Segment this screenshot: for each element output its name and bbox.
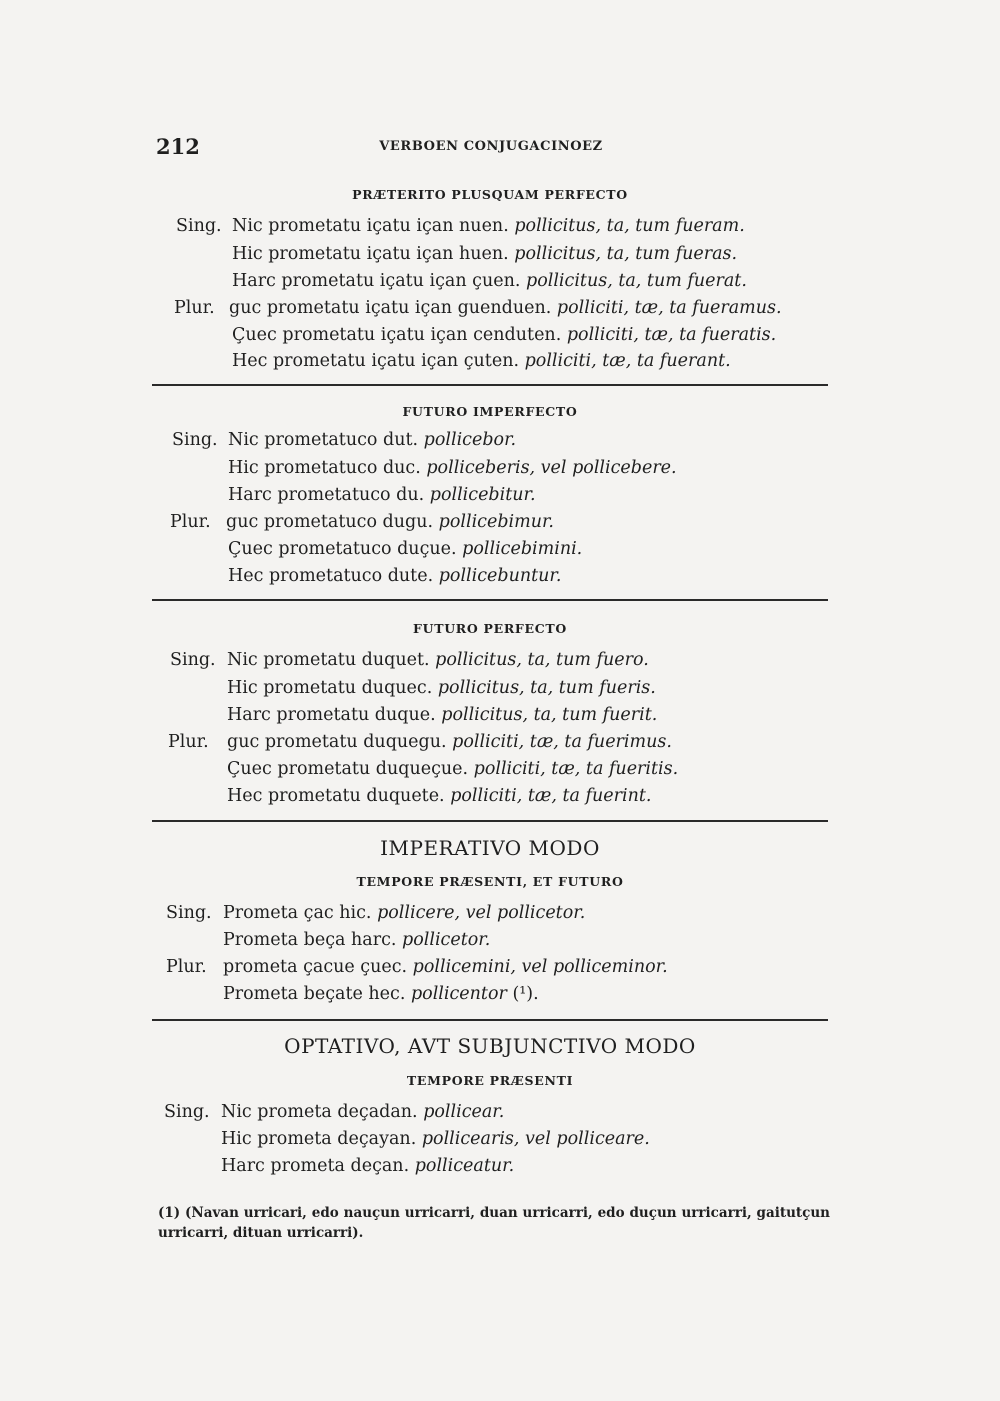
sing-label: Sing. [172, 430, 218, 450]
page-header [156, 134, 826, 162]
section-divider [152, 820, 828, 822]
section-title-futuro-perfecto: FUTURO PERFECTO [413, 621, 567, 636]
plur-label: Plur. [170, 512, 211, 532]
conjugation-line: Prometa beça harc. pollicetor. [223, 930, 491, 950]
footnote-ref: (¹). [506, 984, 539, 1004]
conjugation-line: Prometa beçate hec. pollicentor (¹). [223, 984, 539, 1004]
conjugation-line: Çuec prometatuco duçue. pollicebimini. [228, 539, 583, 559]
conjugation-line: Çuec prometatu içatu içan cenduten. polliciti, tæ, ta fueratis. [232, 325, 777, 345]
conjugation-line: Hec prometatu duquete. polliciti, tæ, ta fuerint. [227, 786, 652, 806]
conjugation-line: Hic prometatuco duc. polliceberis, vel pollicebere. [228, 458, 677, 478]
conjugation-line: guc prometatu duquegu. polliciti, tæ, ta fuerimus. [227, 732, 672, 752]
conjugation-line: prometa çacue çuec. pollicemini, vel polliceminor. [223, 957, 668, 977]
imperativo-heading: IMPERATIVO MODO [380, 836, 600, 860]
conjugation-line: Harc prometa deçan. polliceatur. [221, 1156, 515, 1176]
conjugation-line: guc prometatu içatu içan guenduen. polliciti, tæ, ta fueramus. [229, 298, 782, 318]
running-title: VERBOEN CONJUGACINOEZ [379, 139, 603, 154]
conjugation-line: Harc prometatu içatu içan çuen. pollicitus, ta, tum fuerat. [232, 271, 747, 291]
plur-label: Plur. [168, 732, 209, 752]
conjugation-line: Hic prometatu duquec. pollicitus, ta, tum fueris. [227, 678, 656, 698]
section-divider [152, 599, 828, 601]
optativo-subtitle: TEMPORE PRÆSENTI [406, 1073, 574, 1088]
plur-label: Plur. [174, 298, 215, 318]
conjugation-line: Hec prometatu içatu içan çuten. polliciti, tæ, ta fuerant. [232, 351, 731, 371]
page-number: 212 [156, 134, 200, 159]
conjugation-line: Çuec prometatu duqueçue. polliciti, tæ, ta fueritis. [227, 759, 679, 779]
conjugation-line: Nic prometa deçadan. pollicear. [221, 1102, 505, 1122]
conjugation-line: Hec prometatuco dute. pollicebuntur. [228, 566, 562, 586]
conjugation-line: Hic prometatu içatu içan huen. pollicitus, ta, tum fueras. [232, 244, 738, 264]
footnote: (1) (Navan urricari, edo nauçun urricarri, duan urricarri, edo duçun urricarri, gaitutçun urricarri, dituan urricarri). [158, 1205, 830, 1241]
imperativo-subtitle: TEMPORE PRÆSENTI, ET FUTURO [356, 874, 624, 889]
conjugation-line: Prometa çac hic. pollicere, vel pollicetor. [223, 903, 586, 923]
section-title-futuro-imperfecto: FUTURO IMPERFECTO [402, 404, 578, 419]
section-title-plusquam: PRÆTERITO PLUSQUAM PERFECTO [352, 187, 628, 202]
sing-label: Sing. [170, 650, 216, 670]
conjugation-line: Nic prometatu duquet. pollicitus, ta, tum fuero. [227, 650, 649, 670]
sing-label: Sing. [176, 216, 222, 236]
conjugation-line: guc prometatuco dugu. pollicebimur. [226, 512, 554, 532]
sing-label: Sing. [166, 903, 212, 923]
section-divider [152, 384, 828, 386]
conjugation-line: Hic prometa deçayan. pollicearis, vel polliceare. [221, 1129, 650, 1149]
conjugation-line: Nic prometatuco dut. pollicebor. [228, 430, 517, 450]
section-divider [152, 1019, 828, 1021]
sing-label: Sing. [164, 1102, 210, 1122]
conjugation-line: Harc prometatuco du. pollicebitur. [228, 485, 536, 505]
conjugation-line: Nic prometatu içatu içan nuen. pollicitus, ta, tum fueram. [232, 216, 745, 236]
conjugation-line: Harc prometatu duque. pollicitus, ta, tum fuerit. [227, 705, 658, 725]
plur-label: Plur. [166, 957, 207, 977]
optativo-heading: OPTATIVO, AVT SUBJUNCTIVO MODO [284, 1034, 696, 1058]
